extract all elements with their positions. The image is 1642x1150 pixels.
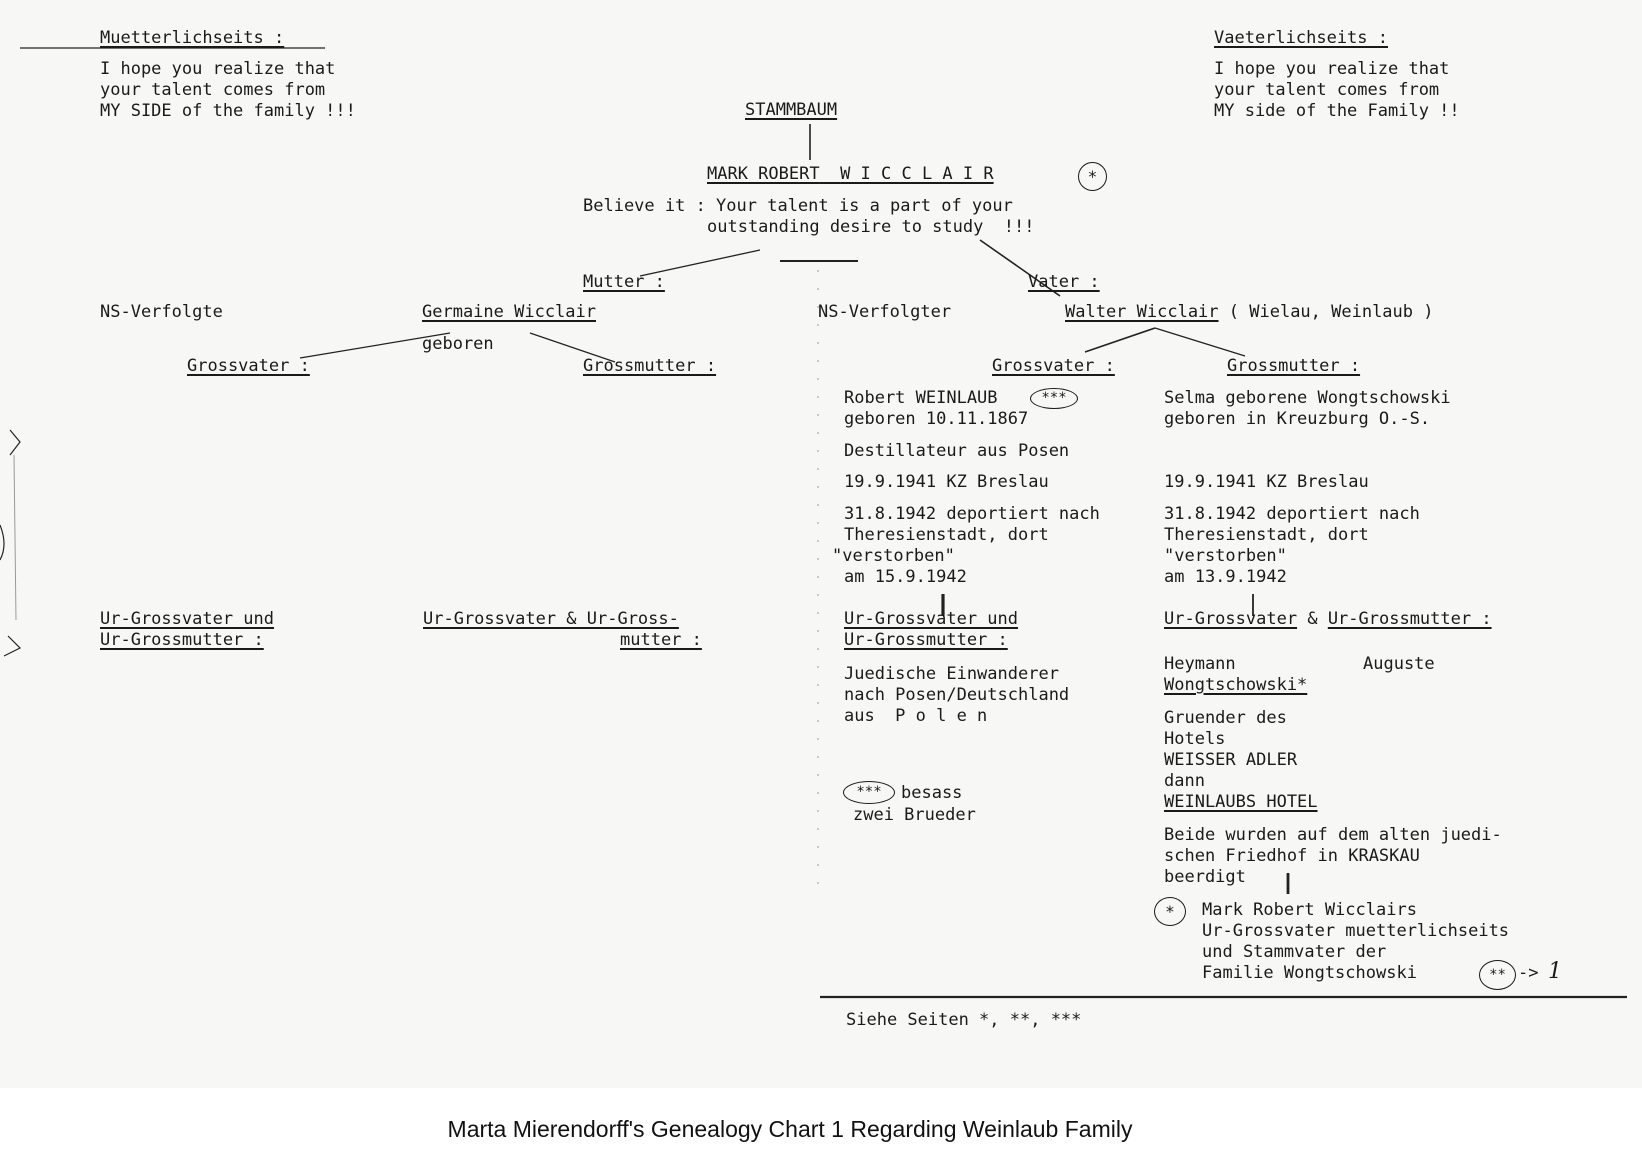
paternal-note-line-3: MY side of the Family !!	[1214, 101, 1460, 121]
maternal-great-grandparents-1-line-2: Ur-Grossmutter :	[100, 630, 264, 650]
see-pages-note: Siehe Seiten *, **, ***	[846, 1010, 1082, 1030]
maternal-heading: Muetterlichseits :	[100, 28, 285, 48]
footnote-double-star-mark: **	[1479, 960, 1516, 990]
grandmother-born: geboren in Kreuzburg O.-S.	[1164, 409, 1431, 429]
burial-line-1: Beide wurden auf dem alten juedi-	[1164, 825, 1502, 845]
subject-asterisk-mark: *	[1078, 162, 1107, 191]
grandmother-theresienstadt: Theresienstadt, dort	[1164, 525, 1369, 545]
tree-title: STAMMBAUM	[745, 100, 838, 120]
maternal-grandmother-label: Grossmutter :	[583, 356, 717, 376]
paternal-grandfather-label: Grossvater :	[992, 356, 1115, 376]
subject-first-name: MARK ROBERT	[707, 164, 820, 184]
hotel-line-4: dann	[1164, 771, 1205, 791]
footnote-line-4: Familie Wongtschowski	[1202, 963, 1417, 983]
hotel-line-5: WEINLAUBS HOTEL	[1164, 792, 1318, 812]
subject-name	[707, 164, 994, 185]
title-ampersand: &	[1307, 609, 1318, 629]
immigrants-line-3: aus P o l e n	[844, 706, 988, 726]
footnote-line-1: Mark Robert Wicclairs	[1202, 900, 1417, 920]
great-grandfather-first-name: Heymann	[1164, 654, 1236, 674]
grandfather-theresienstadt: Theresienstadt, dort	[844, 525, 1049, 545]
paternal-grandfather-connector	[1085, 328, 1155, 352]
hotel-line-1: Gruender des	[1164, 708, 1287, 728]
paternal-note-line-2: your talent comes from	[1214, 80, 1440, 100]
grandfather-occupation: Destillateur aus Posen	[844, 441, 1070, 461]
footnote-arrow: ->	[1518, 963, 1539, 983]
maternal-grandfather-label: Grossvater :	[187, 356, 310, 376]
great-grandfather-surname: Wongtschowski*	[1164, 675, 1308, 695]
paternal-great-grandparents-right-title	[1164, 609, 1492, 630]
subject-last-name: W I C C L A I R	[840, 164, 994, 184]
believe-line-2: outstanding desire to study !!!	[707, 217, 1035, 237]
margin-mark-bottom	[4, 636, 20, 656]
footnote-page-ref: 1	[1548, 959, 1562, 984]
great-grandmother-name: Auguste	[1363, 654, 1435, 674]
grandfather-triple-star-mark: ***	[1030, 388, 1078, 409]
margin-mark-top	[10, 430, 20, 455]
figure-caption: Marta Mierendorff's Genealogy Chart 1 Regarding Weinlaub Family	[447, 1116, 1133, 1142]
paternal-note-line-1: I hope you realize that	[1214, 59, 1450, 79]
mother-label: Mutter :	[583, 272, 665, 292]
grandmother-name: Selma geborene Wongtschowski	[1164, 388, 1451, 408]
burial-line-2: schen Friedhof in KRASKAU	[1164, 846, 1420, 866]
maternal-note-line-1: I hope you realize that	[100, 59, 336, 79]
grandfather-name: Robert WEINLAUB	[844, 388, 998, 408]
maternal-note-line-3: MY SIDE of the family !!!	[100, 101, 356, 121]
margin-arc	[0, 525, 4, 560]
grandfather-born: geboren 10.11.1867	[844, 409, 1029, 429]
immigrants-line-1: Juedische Einwanderer	[844, 664, 1059, 684]
brothers-line-1: besass	[901, 783, 963, 803]
grandfather-camp: 19.9.1941 KZ Breslau	[844, 472, 1049, 492]
father-name: Walter Wicclair	[1065, 302, 1219, 322]
paternal-grandmother-label: Grossmutter :	[1227, 356, 1361, 376]
margin-line	[14, 455, 16, 620]
footnote-asterisk-mark: *	[1154, 897, 1186, 926]
mother-born-label: geboren	[422, 334, 494, 354]
paternal-great-grandparents-left-title-1: Ur-Grossvater und	[844, 609, 1018, 629]
father-aliases: ( Wielau, Weinlaub )	[1228, 302, 1434, 322]
paternal-grandmother-connector	[1155, 328, 1245, 356]
brothers-triple-star-mark: ***	[843, 781, 895, 804]
great-grandmother-title: Ur-Grossmutter :	[1327, 609, 1492, 629]
father-name-line	[1065, 302, 1433, 323]
maternal-great-grandparents-2-line-1: Ur-Grossvater & Ur-Gross-	[423, 609, 679, 629]
grandfather-died-date: am 15.9.1942	[844, 567, 967, 587]
brothers-line-2: zwei Brueder	[853, 805, 976, 825]
grandmother-died-date: am 13.9.1942	[1164, 567, 1287, 587]
burial-line-3: beerdigt	[1164, 867, 1246, 887]
hotel-line-3: WEISSER ADLER	[1164, 750, 1298, 770]
grandmother-died-quote: "verstorben"	[1164, 546, 1287, 566]
grandfather-deported: 31.8.1942 deportiert nach	[844, 504, 1100, 524]
father-label: Vater :	[1028, 272, 1100, 292]
immigrants-line-2: nach Posen/Deutschland	[844, 685, 1070, 705]
believe-line-1: Believe it : Your talent is a part of your	[583, 196, 1013, 216]
grandmother-camp: 19.9.1941 KZ Breslau	[1164, 472, 1369, 492]
paternal-great-grandparents-left-title-2: Ur-Grossmutter :	[844, 630, 1008, 650]
hotel-line-2: Hotels	[1164, 729, 1226, 749]
grandfather-died-quote: "verstorben"	[832, 546, 955, 566]
paternal-persecuted-label: NS-Verfolgter	[818, 302, 952, 322]
maternal-persecuted-label: NS-Verfolgte	[100, 302, 223, 322]
footnote-line-2: Ur-Grossvater muetterlichseits	[1202, 921, 1510, 941]
maternal-great-grandparents-2-line-2: mutter :	[620, 630, 702, 650]
grandmother-deported: 31.8.1942 deportiert nach	[1164, 504, 1420, 524]
great-grandfather-title: Ur-Grossvater	[1164, 609, 1298, 629]
maternal-note-line-2: your talent comes from	[100, 80, 326, 100]
footnote-line-3: und Stammvater der	[1202, 942, 1387, 962]
paternal-heading: Vaeterlichseits :	[1214, 28, 1388, 48]
mother-name: Germaine Wicclair	[422, 302, 596, 322]
maternal-great-grandparents-1-line-1: Ur-Grossvater und	[100, 609, 274, 629]
